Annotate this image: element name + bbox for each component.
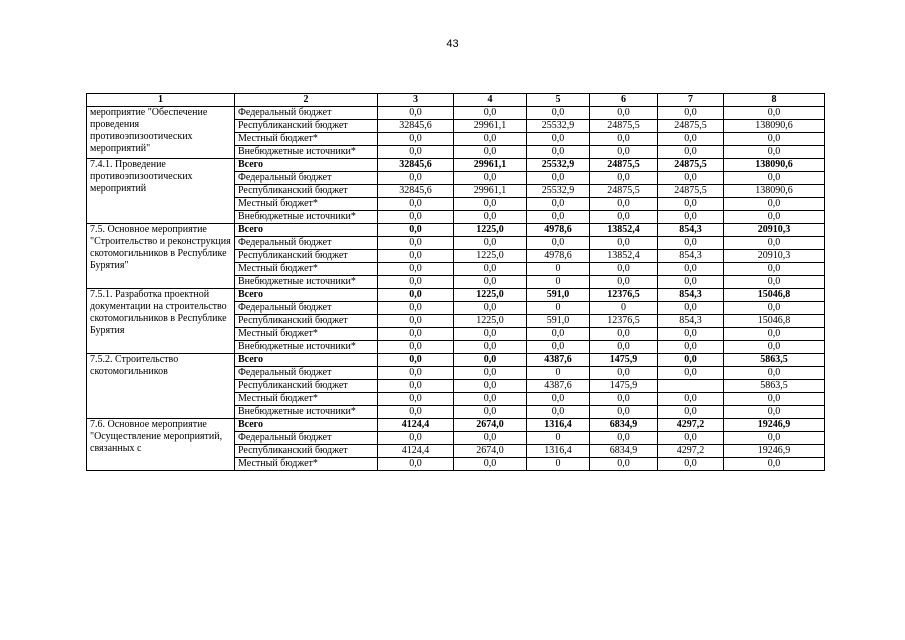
- funding-source: Местный бюджет*: [235, 133, 378, 146]
- amount-cell: 138090,6: [724, 159, 825, 172]
- amount-cell: 0,0: [378, 107, 454, 120]
- amount-cell: 0,0: [378, 354, 454, 367]
- amount-cell: 0,0: [378, 133, 454, 146]
- amount-cell: 32845,6: [378, 159, 454, 172]
- amount-cell: 0,0: [658, 237, 724, 250]
- amount-cell: 24875,5: [658, 159, 724, 172]
- amount-cell: 5863,5: [724, 354, 825, 367]
- budget-table: [86, 93, 825, 471]
- amount-cell: 0,0: [724, 432, 825, 445]
- amount-cell: 0,0: [378, 367, 454, 380]
- amount-cell: 0,0: [378, 341, 454, 354]
- amount-cell: 0,0: [378, 263, 454, 276]
- amount-cell: 25532,9: [527, 159, 590, 172]
- table-row: [87, 419, 825, 432]
- funding-source: Республиканский бюджет: [235, 185, 378, 198]
- amount-cell: 0,0: [378, 458, 454, 471]
- amount-cell: 1316,4: [527, 445, 590, 458]
- amount-cell: 0,0: [724, 263, 825, 276]
- header-row: [87, 94, 825, 107]
- amount-cell: 0,0: [724, 406, 825, 419]
- amount-cell: 0,0: [658, 276, 724, 289]
- amount-cell: 0,0: [378, 289, 454, 302]
- amount-cell: 0,0: [378, 432, 454, 445]
- table-row: [87, 224, 825, 237]
- amount-cell: 0,0: [454, 276, 527, 289]
- amount-cell: 0,0: [527, 146, 590, 159]
- amount-cell: 0,0: [527, 107, 590, 120]
- amount-cell: 0,0: [658, 198, 724, 211]
- funding-source: Федеральный бюджет: [235, 302, 378, 315]
- amount-cell: 0,0: [527, 172, 590, 185]
- table-row: [87, 107, 825, 120]
- amount-cell: 1225,0: [454, 224, 527, 237]
- amount-cell: 0,0: [658, 133, 724, 146]
- amount-cell: 0: [527, 302, 590, 315]
- amount-cell: 24875,5: [658, 120, 724, 133]
- amount-cell: 0,0: [590, 432, 658, 445]
- amount-cell: 0,0: [590, 198, 658, 211]
- amount-cell: 0,0: [590, 107, 658, 120]
- amount-cell: 0,0: [454, 380, 527, 393]
- column-header: 7: [658, 94, 724, 107]
- amount-cell: 0,0: [454, 146, 527, 159]
- amount-cell: 29961,1: [454, 120, 527, 133]
- budget-table-body: [87, 107, 825, 471]
- amount-cell: 0,0: [527, 237, 590, 250]
- amount-cell: 4297,2: [658, 419, 724, 432]
- amount-cell: 0,0: [724, 172, 825, 185]
- funding-source: Всего: [235, 224, 378, 237]
- amount-cell: 0,0: [724, 302, 825, 315]
- amount-cell: 0: [590, 302, 658, 315]
- amount-cell: 0,0: [454, 341, 527, 354]
- amount-cell: 1316,4: [527, 419, 590, 432]
- amount-cell: 0,0: [724, 146, 825, 159]
- activity-name: 7.4.1. Проведение противоэпизоотических мероприятий: [87, 159, 235, 224]
- amount-cell: 0,0: [590, 276, 658, 289]
- amount-cell: 0,0: [454, 172, 527, 185]
- amount-cell: 0,0: [724, 133, 825, 146]
- amount-cell: 32845,6: [378, 185, 454, 198]
- amount-cell: 0,0: [724, 211, 825, 224]
- amount-cell: 2674,0: [454, 445, 527, 458]
- amount-cell: 0,0: [527, 328, 590, 341]
- amount-cell: 12376,5: [590, 289, 658, 302]
- amount-cell: 25532,9: [527, 120, 590, 133]
- column-header: 2: [235, 94, 378, 107]
- funding-source: Внебюджетные источники*: [235, 146, 378, 159]
- table-row: [87, 159, 825, 172]
- amount-cell: 13852,4: [590, 250, 658, 263]
- column-header: 3: [378, 94, 454, 107]
- amount-cell: 19246,9: [724, 419, 825, 432]
- amount-cell: 0,0: [590, 406, 658, 419]
- amount-cell: 0,0: [658, 367, 724, 380]
- funding-source: Федеральный бюджет: [235, 107, 378, 120]
- amount-cell: 854,3: [658, 224, 724, 237]
- amount-cell: 6834,9: [590, 445, 658, 458]
- funding-source: Республиканский бюджет: [235, 315, 378, 328]
- amount-cell: 0,0: [378, 172, 454, 185]
- amount-cell: 0,0: [590, 367, 658, 380]
- amount-cell: 1225,0: [454, 250, 527, 263]
- amount-cell: 0,0: [527, 406, 590, 419]
- amount-cell: 0,0: [378, 315, 454, 328]
- amount-cell: 591,0: [527, 289, 590, 302]
- amount-cell: 19246,9: [724, 445, 825, 458]
- funding-source: Внебюджетные источники*: [235, 211, 378, 224]
- amount-cell: 0,0: [454, 458, 527, 471]
- amount-cell: 20910,3: [724, 250, 825, 263]
- amount-cell: 1225,0: [454, 315, 527, 328]
- amount-cell: 0,0: [454, 432, 527, 445]
- activity-name: 7.5.2. Строительство скотомогильников: [87, 354, 235, 419]
- amount-cell: 20910,3: [724, 224, 825, 237]
- amount-cell: 0,0: [590, 133, 658, 146]
- amount-cell: 24875,5: [590, 120, 658, 133]
- amount-cell: 25532,9: [527, 185, 590, 198]
- amount-cell: 0,0: [658, 146, 724, 159]
- table-row: [87, 354, 825, 367]
- funding-source: Внебюджетные источники*: [235, 341, 378, 354]
- amount-cell: 0: [527, 367, 590, 380]
- funding-source: Местный бюджет*: [235, 328, 378, 341]
- activity-name: 7.5.1. Разработка проектной документации на строительство скотомогильников в Республике Бурятия: [87, 289, 235, 354]
- amount-cell: 0,0: [454, 133, 527, 146]
- column-header: 1: [87, 94, 235, 107]
- amount-cell: 0,0: [378, 276, 454, 289]
- amount-cell: 1475,9: [590, 354, 658, 367]
- column-header: 8: [724, 94, 825, 107]
- amount-cell: 0,0: [454, 367, 527, 380]
- amount-cell: 0,0: [724, 367, 825, 380]
- funding-source: Всего: [235, 354, 378, 367]
- funding-source: Местный бюджет*: [235, 263, 378, 276]
- column-header: 4: [454, 94, 527, 107]
- amount-cell: 4387,6: [527, 354, 590, 367]
- amount-cell: 0,0: [724, 328, 825, 341]
- amount-cell: 0,0: [378, 211, 454, 224]
- amount-cell: 854,3: [658, 250, 724, 263]
- funding-source: Всего: [235, 289, 378, 302]
- amount-cell: 0: [527, 458, 590, 471]
- amount-cell: 0,0: [658, 432, 724, 445]
- funding-source: Федеральный бюджет: [235, 172, 378, 185]
- amount-cell: 0,0: [590, 263, 658, 276]
- amount-cell: 0,0: [527, 393, 590, 406]
- amount-cell: 0,0: [590, 172, 658, 185]
- amount-cell: 0,0: [590, 146, 658, 159]
- amount-cell: 0,0: [454, 237, 527, 250]
- amount-cell: 0,0: [378, 146, 454, 159]
- amount-cell: 0,0: [454, 198, 527, 211]
- amount-cell: 0,0: [378, 224, 454, 237]
- amount-cell: 0,0: [724, 341, 825, 354]
- amount-cell: 29961,1: [454, 159, 527, 172]
- amount-cell: 4124,4: [378, 445, 454, 458]
- amount-cell: 4124,4: [378, 419, 454, 432]
- funding-source: Местный бюджет*: [235, 393, 378, 406]
- amount-cell: 0,0: [527, 198, 590, 211]
- funding-source: Всего: [235, 159, 378, 172]
- amount-cell: 4978,6: [527, 250, 590, 263]
- activity-name: мероприятие "Обеспечение проведения противоэпизоотических мероприятий": [87, 107, 235, 159]
- amount-cell: 12376,5: [590, 315, 658, 328]
- amount-cell: 0,0: [724, 198, 825, 211]
- amount-cell: 0,0: [724, 458, 825, 471]
- amount-cell: 0,0: [590, 237, 658, 250]
- funding-source: Федеральный бюджет: [235, 432, 378, 445]
- column-header: 6: [590, 94, 658, 107]
- amount-cell: 0,0: [527, 211, 590, 224]
- amount-cell: 0,0: [378, 198, 454, 211]
- funding-source: Республиканский бюджет: [235, 250, 378, 263]
- amount-cell: 0,0: [658, 393, 724, 406]
- amount-cell: [658, 380, 724, 393]
- amount-cell: 0,0: [590, 211, 658, 224]
- amount-cell: 15046,8: [724, 315, 825, 328]
- amount-cell: 0,0: [378, 406, 454, 419]
- amount-cell: 0,0: [658, 406, 724, 419]
- table-row: [87, 289, 825, 302]
- amount-cell: 5863,5: [724, 380, 825, 393]
- amount-cell: 138090,6: [724, 185, 825, 198]
- amount-cell: 0,0: [454, 406, 527, 419]
- amount-cell: 0,0: [454, 393, 527, 406]
- amount-cell: 0,0: [724, 107, 825, 120]
- amount-cell: 0,0: [378, 250, 454, 263]
- amount-cell: 0,0: [590, 393, 658, 406]
- funding-source: Федеральный бюджет: [235, 367, 378, 380]
- amount-cell: 0,0: [658, 302, 724, 315]
- funding-source: Местный бюджет*: [235, 198, 378, 211]
- amount-cell: 6834,9: [590, 419, 658, 432]
- funding-source: Внебюджетные источники*: [235, 406, 378, 419]
- amount-cell: 4978,6: [527, 224, 590, 237]
- amount-cell: 0,0: [454, 328, 527, 341]
- funding-source: Внебюджетные источники*: [235, 276, 378, 289]
- amount-cell: 0,0: [658, 211, 724, 224]
- amount-cell: 0,0: [658, 341, 724, 354]
- amount-cell: 24875,5: [590, 185, 658, 198]
- amount-cell: 2674,0: [454, 419, 527, 432]
- amount-cell: 0,0: [658, 263, 724, 276]
- amount-cell: 0,0: [724, 276, 825, 289]
- amount-cell: 0,0: [454, 354, 527, 367]
- amount-cell: 0,0: [454, 107, 527, 120]
- amount-cell: 0,0: [527, 341, 590, 354]
- amount-cell: 29961,1: [454, 185, 527, 198]
- amount-cell: 0,0: [658, 328, 724, 341]
- amount-cell: 854,3: [658, 315, 724, 328]
- amount-cell: 0,0: [658, 354, 724, 367]
- funding-source: Республиканский бюджет: [235, 380, 378, 393]
- amount-cell: 0,0: [590, 328, 658, 341]
- funding-source: Федеральный бюджет: [235, 237, 378, 250]
- amount-cell: 0,0: [378, 393, 454, 406]
- activity-name: 7.5. Основное мероприятие "Строительство и реконструкция скотомогильников в Республике Бурятия": [87, 224, 235, 289]
- amount-cell: 0: [527, 276, 590, 289]
- amount-cell: 32845,6: [378, 120, 454, 133]
- amount-cell: 0,0: [724, 393, 825, 406]
- amount-cell: 0,0: [454, 302, 527, 315]
- amount-cell: 138090,6: [724, 120, 825, 133]
- funding-source: Всего: [235, 419, 378, 432]
- amount-cell: 0,0: [724, 237, 825, 250]
- amount-cell: 0,0: [590, 341, 658, 354]
- amount-cell: 0,0: [454, 263, 527, 276]
- amount-cell: 0,0: [527, 133, 590, 146]
- amount-cell: 0,0: [378, 328, 454, 341]
- amount-cell: 0,0: [378, 380, 454, 393]
- amount-cell: 0,0: [590, 458, 658, 471]
- page-number: 43: [446, 38, 459, 50]
- amount-cell: 0,0: [658, 172, 724, 185]
- amount-cell: 1225,0: [454, 289, 527, 302]
- funding-source: Республиканский бюджет: [235, 445, 378, 458]
- activity-name: 7.6. Основное мероприятие "Осуществление мероприятий, связанных с: [87, 419, 235, 471]
- amount-cell: 0,0: [658, 107, 724, 120]
- funding-source: Республиканский бюджет: [235, 120, 378, 133]
- amount-cell: 0,0: [454, 211, 527, 224]
- amount-cell: 0: [527, 432, 590, 445]
- column-header: 5: [527, 94, 590, 107]
- amount-cell: 13852,4: [590, 224, 658, 237]
- amount-cell: 0,0: [658, 458, 724, 471]
- amount-cell: 854,3: [658, 289, 724, 302]
- amount-cell: 24875,5: [590, 159, 658, 172]
- amount-cell: 0,0: [378, 237, 454, 250]
- amount-cell: 0,0: [378, 302, 454, 315]
- amount-cell: 591,0: [527, 315, 590, 328]
- funding-source: Местный бюджет*: [235, 458, 378, 471]
- amount-cell: 15046,8: [724, 289, 825, 302]
- amount-cell: 4297,2: [658, 445, 724, 458]
- amount-cell: 0: [527, 263, 590, 276]
- amount-cell: 1475,9: [590, 380, 658, 393]
- amount-cell: 4387,6: [527, 380, 590, 393]
- amount-cell: 24875,5: [658, 185, 724, 198]
